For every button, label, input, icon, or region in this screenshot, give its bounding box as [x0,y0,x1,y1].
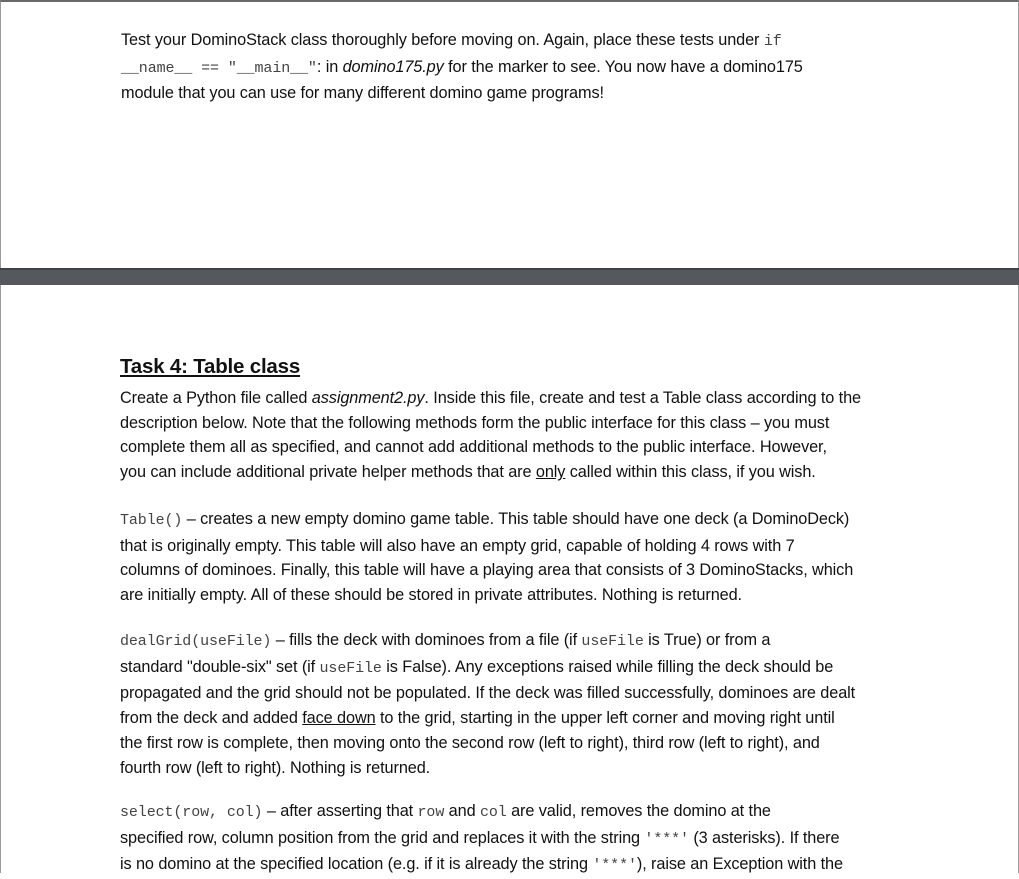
text-run: specified row, column position from the grid and replaces it with the string [120,828,645,847]
text-line [120,826,910,853]
code-select: select(row, col) [120,804,263,821]
text-run: – creates a new empty domino game table. This table should have one deck (a DominoDeck) [182,510,850,528]
text-run: – fills the deck with dominoes from a file (if [271,631,582,649]
paragraph-task4-intro [120,386,910,485]
code-col: col [479,804,507,821]
text-line: fourth row (left to right). Nothing is returned. [120,758,431,777]
text-line [120,706,910,731]
paragraph-table-constructor [120,507,910,608]
text-run: you can include additional private helper methods that are [120,463,536,482]
code-if: if [763,33,782,50]
underlined-text: only [535,463,566,482]
code-asterisks: '***' [644,830,689,848]
code-asterisks: '***' [592,857,637,875]
text-line: that is originally empty. This table will also have an empty grid, capable of holding 4 rows with 7 [120,536,795,555]
code-usefile: useFile [581,633,644,650]
code-table-constructor: Table() [120,512,183,529]
text-run: called within this class, if you wish. [565,463,816,482]
text-line [120,386,910,411]
text-run: (3 asterisks). If there [688,828,840,847]
text-run: is no domino at the specified location (e.g. if it is already the string [120,855,593,874]
text-line [120,655,910,682]
code-dealgrid: dealGrid(useFile) [120,633,272,650]
text-run: and [444,802,480,820]
code-name-main: __name__ == "__main__" [121,59,317,77]
text-run: standard "double-six" set (if [120,657,320,676]
code-row: row [417,804,445,821]
text-line: columns of dominoes. Finally, this table will have a playing area that consists of 3 DominoStacks, which [120,561,854,580]
text-run: : in [316,57,343,76]
text-line: propagated and the grid should not be populated. If the deck was filled successfully, dominoes are dealt [120,684,856,703]
text-run: ), raise an Exception with the [636,855,843,874]
text-run: to the grid, starting in the upper left corner and moving right until [375,709,835,728]
text-line [120,628,910,655]
text-run: for the marker to see. You now have a domino175 [443,57,803,76]
text-line [120,507,910,534]
text-line [121,28,911,55]
underlined-text: face down [302,709,376,728]
text-line [120,852,910,879]
text-run: . Inside this file, create and test a Table class according to the [424,389,861,407]
text-line: the first row is complete, then moving onto the second row (left to right), third row (left to right), and [120,733,820,752]
text-run: – after asserting that [262,802,418,820]
text-run: is False). Any exceptions raised while filling the deck should be [381,657,834,676]
document-page-1 [0,0,1019,268]
filename-domino175: domino175.py [342,57,444,76]
paragraph-select [120,799,910,879]
text-line [120,460,910,485]
code-usefile: useFile [319,659,382,677]
paragraph-dealgrid [120,628,910,780]
text-line: complete them all as specified, and cannot add additional methods to the public interface. However, [120,438,827,457]
text-run: Test your DominoStack class thoroughly before moving on. Again, place these tests under [121,31,764,49]
paragraph-test-domino-stack [121,28,911,106]
text-line: module that you can use for many different domino game programs! [121,84,604,103]
text-run: Create a Python file called [120,389,312,407]
text-run: from the deck and added [120,709,303,728]
text-line: description below. Note that the following methods form the public interface for this class – you must [120,413,830,432]
text-run: are valid, removes the domino at the [506,802,771,820]
filename-assignment2: assignment2.py [311,389,425,407]
text-run: is True) or from a [643,631,771,649]
text-line [120,799,910,826]
text-line [121,55,911,82]
text-line: are initially empty. All of these should be stored in private attributes. Nothing is returned. [120,586,742,605]
task-heading: Task 4: Table class [120,355,301,378]
